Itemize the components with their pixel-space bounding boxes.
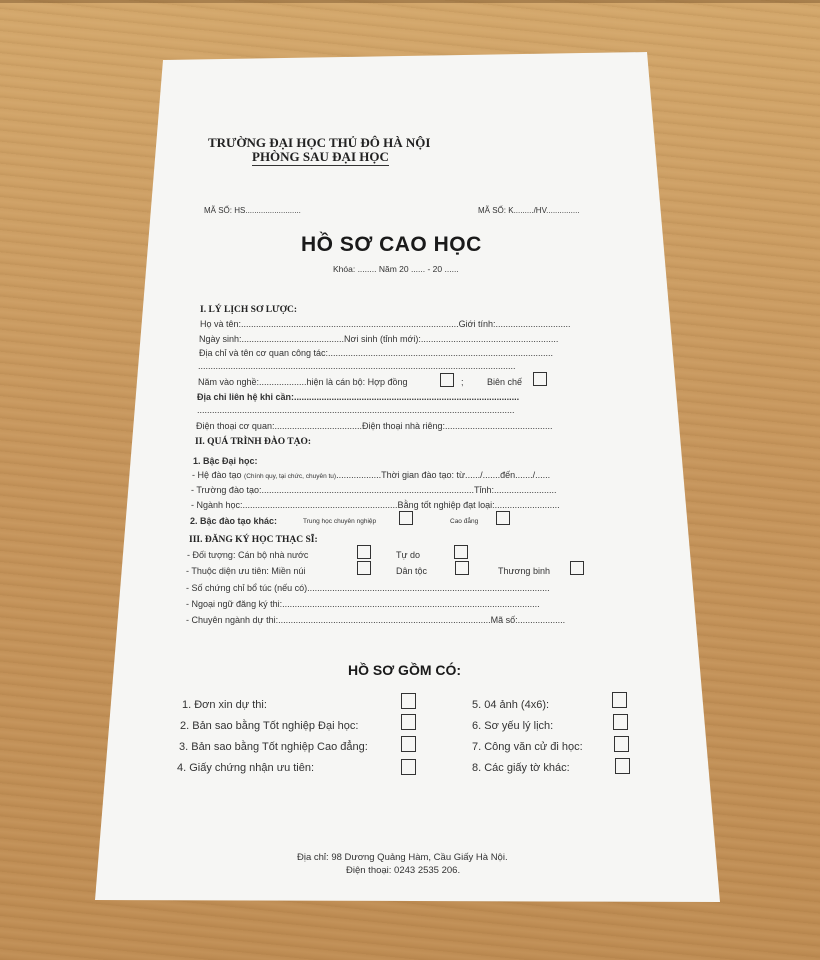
free-label: Tự do <box>396 550 421 560</box>
year-work-separator: ; <box>461 377 464 387</box>
specialty-field: - Chuyên ngành dự thi:.....................................................................................Mã số:................... <box>186 615 566 625</box>
section2-heading: II. QUÁ TRÌNH ĐÀO TẠO: <box>195 437 312 447</box>
office-name: PHÒNG SAU ĐẠI HỌC <box>252 149 389 164</box>
ethnic-checkbox[interactable] <box>455 561 469 575</box>
footer-phone: Điện thoại: 0243 2535 206. <box>346 865 461 876</box>
section3-heading: III. ĐĂNG KÝ HỌC THẠC SĨ: <box>189 535 318 545</box>
dossier-checkbox-3[interactable] <box>401 736 416 752</box>
college-checkbox[interactable] <box>496 511 510 525</box>
free-checkbox[interactable] <box>454 545 468 559</box>
dossier-checkbox-1[interactable] <box>401 693 416 709</box>
footer-address: Địa chỉ: 98 Dương Quảng Hàm, Cầu Giấy Hà Nội. <box>297 852 508 863</box>
school-name: TRƯỜNG ĐẠI HỌC THỦ ĐÔ HÀ NỘI <box>208 135 431 150</box>
training-mode-prefix: - Hệ đào tạo <box>192 470 242 480</box>
professional-checkbox[interactable] <box>399 511 413 525</box>
mountain-checkbox[interactable] <box>357 561 371 575</box>
training-mode-hint: (Chính quy, tại chức, chuyên tu) <box>244 473 337 480</box>
code-left: MÃ SỐ: HS......................... <box>204 206 301 215</box>
contact-field: Địa chỉ liên hệ khi cần:.......................................................................................... <box>197 392 520 402</box>
certificate-field: - Số chứng chỉ bổ túc (nếu có)................................................................................................. <box>186 583 550 593</box>
target-field: - Đối tượng: Cán bộ nhà nước <box>187 550 309 560</box>
state-officer-checkbox[interactable] <box>357 545 371 559</box>
dossier-item-1: 1. Đơn xin dự thi: <box>182 699 267 711</box>
dossier-item-5: 5. 04 ảnh (4x6): <box>472 699 550 711</box>
undergrad-heading: 1. Bậc Đại học: <box>193 456 258 466</box>
dossier-item-6: 6. Sơ yếu lý lịch: <box>472 720 554 732</box>
section1-heading: I. LÝ LỊCH SƠ LƯỢC: <box>200 305 298 315</box>
dossier-item-8: 8. Các giấy tờ khác: <box>472 762 570 774</box>
dossier-heading: HỒ SƠ GỒM CÓ: <box>348 662 462 678</box>
contact-continued: ............................................................................................................................... <box>197 405 515 415</box>
workplace-continued: ............................................................................................................................... <box>198 361 516 371</box>
dossier-checkbox-5[interactable] <box>612 692 627 708</box>
dossier-checkbox-6[interactable] <box>613 714 628 730</box>
other-option-college: Cao đẳng <box>450 518 479 525</box>
year-work-field: Năm vào nghề:...................hiện là cán bộ: Hợp đồng <box>198 377 408 387</box>
invalid-checkbox[interactable] <box>570 561 584 575</box>
other-option-professional: Trung học chuyên nghiệp <box>303 518 377 525</box>
dossier-item-7: 7. Công văn cử đi học: <box>472 741 583 753</box>
phones-field: Điện thoại cơ quan:...................................Điện thoại nhà riêng:........................................... <box>196 421 553 431</box>
course-line: Khóa: ........ Năm 20 ...... - 20 ...... <box>333 264 459 274</box>
workplace-field: Địa chỉ và tên cơ quan công tác:.......................................................................................... <box>199 348 554 358</box>
bien-che-checkbox[interactable] <box>533 372 547 386</box>
dossier-item-3: 3. Bản sao bằng Tốt nghiệp Cao đẳng: <box>179 741 368 753</box>
contract-checkbox[interactable] <box>440 373 454 387</box>
form-title: HỒ SƠ CAO HỌC <box>301 233 482 256</box>
dossier-item-4: 4. Giấy chứng nhận ưu tiên: <box>177 762 315 774</box>
dossier-checkbox-8[interactable] <box>615 758 630 774</box>
invalid-label: Thương binh <box>498 566 550 576</box>
major-field: - Ngành học:..............................................................Bằng tốt nghiệp đạt loại:.......................... <box>191 500 560 510</box>
code-right: MÃ SỐ: K........./HV............... <box>478 206 580 215</box>
dossier-checkbox-2[interactable] <box>401 714 416 730</box>
dossier-checkbox-4[interactable] <box>401 759 416 775</box>
school-field: - Trường đào tạo:.....................................................................................Tỉnh:......................... <box>191 485 557 495</box>
training-mode-field <box>192 470 550 480</box>
name-field: Họ và tên:.......................................................................................Giới tính:.............................. <box>200 319 571 329</box>
dossier-item-2: 2. Bản sao bằng Tốt nghiệp Đại học: <box>180 720 359 732</box>
bien-che-label: Biên chế <box>487 377 523 387</box>
ethnic-label: Dân tộc <box>396 566 428 576</box>
birth-field: Ngày sinh:.........................................Nơi sinh (tỉnh mới):....................................................... <box>199 334 559 344</box>
priority-field: - Thuộc diện ưu tiên: Miền núi <box>186 566 306 576</box>
dossier-checkbox-7[interactable] <box>614 736 629 752</box>
other-training-heading: 2. Bậc đào tạo khác: <box>190 516 278 526</box>
training-time: ..................Thời gian đào tạo: từ....../.......đến......./...... <box>336 470 551 480</box>
language-field: - Ngoại ngữ đăng ký thi:....................................................................................................... <box>186 599 540 609</box>
